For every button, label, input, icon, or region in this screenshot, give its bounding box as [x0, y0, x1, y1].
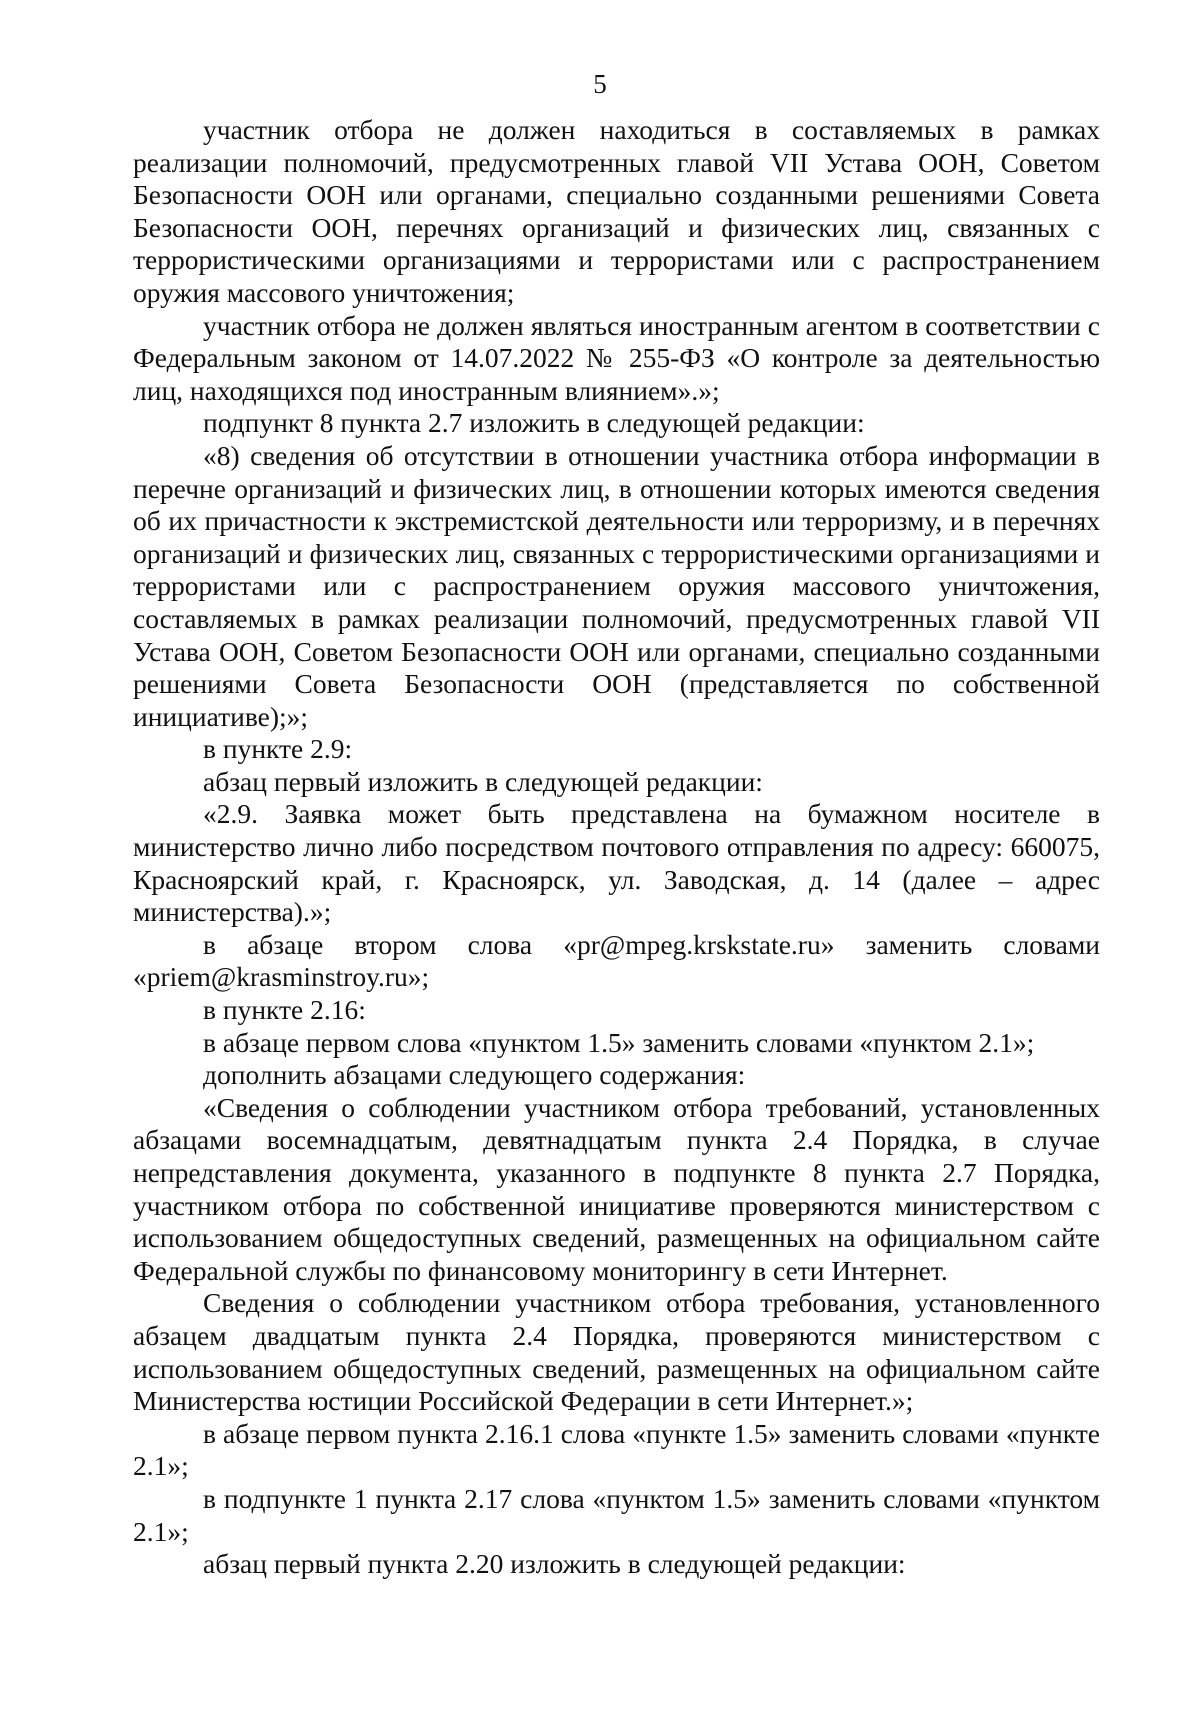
paragraph-14: в абзаце первом пункта 2.16.1 слова «пункте 1.5» заменить словами «пункте 2.1»;: [133, 1417, 1100, 1482]
paragraph-13: Сведения о соблюдении участником отбора требования, установленного абзацем двадцатым пункта 2.4 Порядка, проверяются министерством с использованием общедоступных сведений, размещенных на официальном сайте Министерства юстиции Российской Федерации в сети Интернет.»;: [133, 1287, 1100, 1417]
paragraph-12: «Сведения о соблюдении участником отбора требований, установленных абзацами восемнадцатым, девятнадцатым пункта 2.4 Порядка, в случае непредставления документа, указанного в подпункте 8 пункта 2.7 Порядка, участником отбора по собственной инициативе проверяются министерством с использованием общедоступных сведений, размещенных на официальном сайте Федеральной службы по финансовому мониторингу в сети Интернет.: [133, 1091, 1100, 1286]
paragraph-8: в абзаце втором слова «pr@mpeg.krskstate.ru» заменить словами «priem@krasminstroy.ru»;: [133, 928, 1100, 993]
paragraph-3: подпункт 8 пункта 2.7 изложить в следующей редакции:: [203, 407, 865, 439]
paragraph-1: участник отбора не должен находиться в составляемых в рамках реализации полномочий, предусмотренных главой VII Устава ООН, Советом Безопасности ООН или органами, специально созданными решениями Совета Безопасности ООН, перечнях организаций и физических лиц, связанных с террористическими организациями и террористами или с распространением оружия массового уничтожения;: [133, 114, 1100, 308]
paragraph-4: «8) сведения об отсутствии в отношении участника отбора информации в перечне организаций и физических лиц, в отношении которых имеются сведения об их причастности к экстремистской деятельности или терроризму, и в перечнях организаций и физических лиц, связанных с террористическими организациями и террористами или с распространением оружия массового уничтожения, составляемых в рамках реализации полномочий, предусмотренных главой VII Устава ООН, Советом Безопасности ООН или органами, специально созданными решениями Совета Безопасности ООН (представляется по собственной инициативе);»;: [133, 439, 1100, 732]
paragraph-15: в подпункте 1 пункта 2.17 слова «пунктом 1.5» заменить словами «пунктом 2.1»;: [133, 1482, 1100, 1547]
paragraph-6: абзац первый изложить в следующей редакции:: [203, 765, 763, 797]
paragraph-7: «2.9. Заявка может быть представлена на бумажном носителе в министерство лично либо посредством почтового отправления по адресу: 660075, Красноярский край, г. Красноярск, ул. Заводская, д. 14 (далее – адрес министерства).»;: [133, 798, 1100, 928]
page-number: 5: [593, 69, 607, 99]
paragraph-10: в абзаце первом слова «пунктом 1.5» заменить словами «пунктом 2.1»;: [203, 1026, 1035, 1058]
paragraph-16: абзац первый пункта 2.20 изложить в следующей редакции:: [203, 1548, 906, 1580]
paragraph-2: участник отбора не должен являться иностранным агентом в соответствии с Федеральным законом от 14.07.2022 № 255-ФЗ «О контроле за деятельностью лиц, находящихся под иностранным влиянием».»;: [133, 309, 1100, 406]
paragraph-9: в пункте 2.16:: [203, 994, 366, 1026]
paragraph-11: дополнить абзацами следующего содержания:: [203, 1059, 746, 1091]
paragraph-5: в пункте 2.9:: [203, 733, 353, 765]
document-body: [133, 114, 1100, 1581]
